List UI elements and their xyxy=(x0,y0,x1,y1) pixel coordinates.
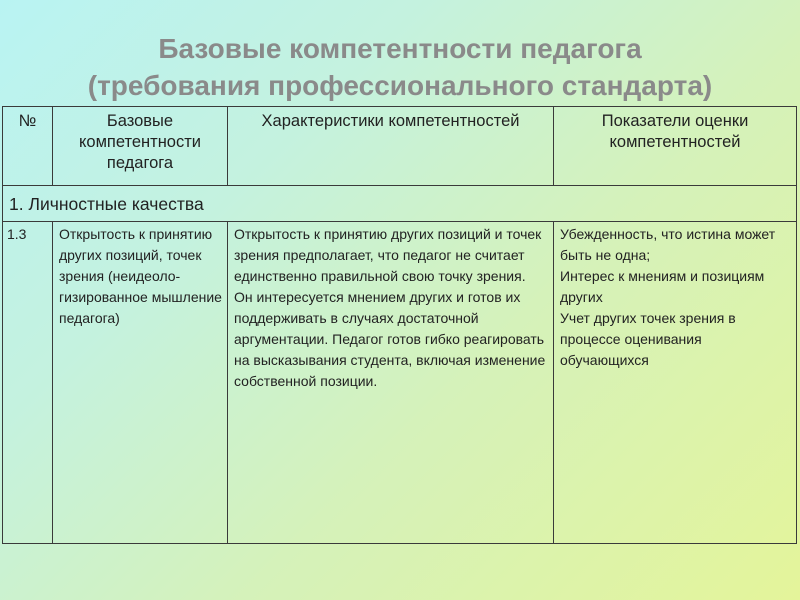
section-title: 1. Личностные качества xyxy=(3,186,797,222)
table-row xyxy=(3,222,797,544)
header-number: № xyxy=(3,107,53,186)
header-competence: Базовые компетентности педагога xyxy=(53,107,228,186)
header-indicators: Показатели оценки компетентностей xyxy=(554,107,797,186)
row-competence: Открытость к принятию других позиций, точек зрения (неидеоло-гизированное мышление педагога) xyxy=(53,222,228,544)
table-header-row xyxy=(3,107,797,186)
title-line-2: (требования профессионального стандарта) xyxy=(87,70,713,101)
indicator-item: Учет других точек зрения в процессе оценивания обучающихся xyxy=(560,310,736,368)
indicator-item: Убежденность, что истина может быть не одна; xyxy=(560,226,776,263)
competence-table xyxy=(2,106,797,544)
indicator-item: Интерес к мнениям и позициям других xyxy=(560,268,765,305)
row-characteristics: Открытость к принятию других позиций и точек зрения предполагает, что педагог не считает единственно правильной свою точку зрения. Он интересуется мнением других и готов их поддерживать в случаях достаточной аргументации. Педагог готов гибко реагировать на высказывания студента, включая изменение собственной позиции. xyxy=(228,222,554,544)
title-line-1: Базовые компетентности педагога xyxy=(158,33,642,64)
row-number: 1.3 xyxy=(3,222,53,544)
section-row xyxy=(3,186,797,222)
slide-title xyxy=(0,30,800,104)
row-indicators xyxy=(554,222,797,544)
header-characteristics: Характеристики компетентностей xyxy=(228,107,554,186)
